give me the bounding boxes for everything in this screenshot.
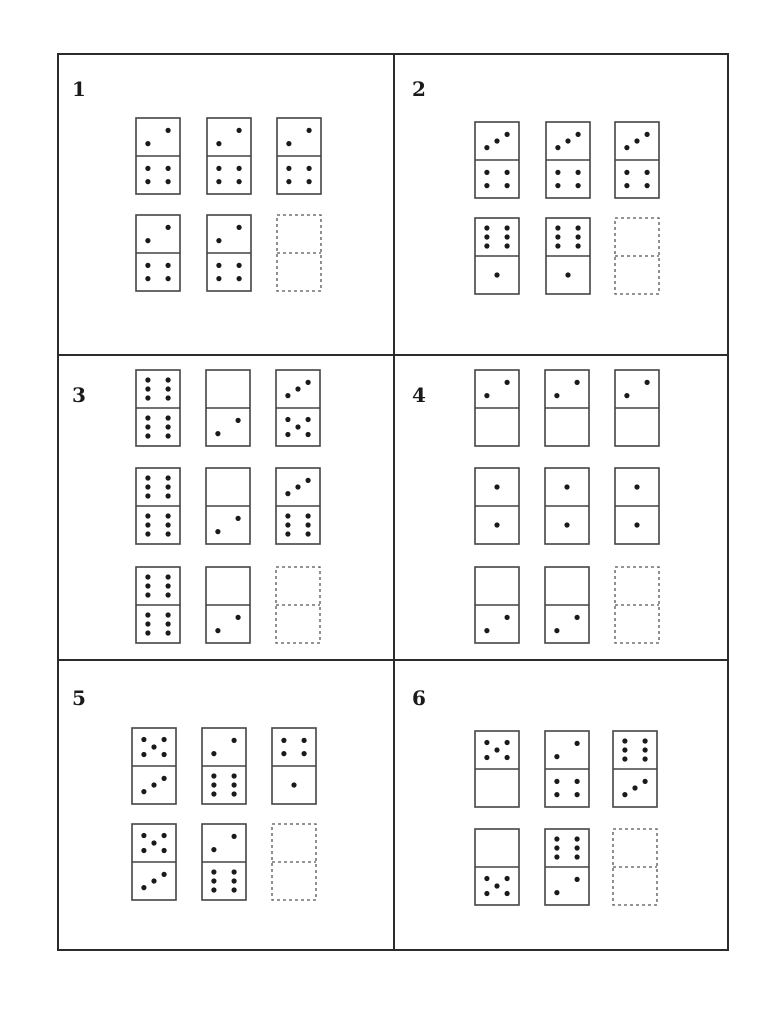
pip-top-1 <box>211 751 216 756</box>
pip-bottom-5 <box>285 531 290 536</box>
pip-top-5 <box>162 752 167 757</box>
pip-bottom-1 <box>216 263 221 268</box>
missing-domino-slot[interactable] <box>613 829 657 905</box>
panel-number: 6 <box>412 686 426 710</box>
panel-number: 2 <box>412 77 426 101</box>
pip-top-4 <box>166 386 171 391</box>
pip-bottom-4 <box>645 183 650 188</box>
pip-bottom-5 <box>505 891 510 896</box>
pip-bottom-3 <box>145 522 150 527</box>
pip-top-6 <box>166 395 171 400</box>
domino-tile <box>545 567 589 643</box>
pip-top-1 <box>145 377 150 382</box>
pip-bottom-2 <box>306 417 311 422</box>
pip-bottom-1 <box>216 166 221 171</box>
pip-top-4 <box>166 484 171 489</box>
pip-top-2 <box>643 738 648 743</box>
pip-bottom-5 <box>145 433 150 438</box>
pip-top-2 <box>645 380 650 385</box>
pip-top-3 <box>151 744 156 749</box>
domino-tile <box>615 370 659 446</box>
pip-top-2 <box>166 128 171 133</box>
pip-bottom-3 <box>216 276 221 281</box>
pip-top-1 <box>285 491 290 496</box>
pip-bottom-1 <box>215 529 220 534</box>
domino-tile <box>475 218 519 294</box>
domino-tile <box>277 118 321 194</box>
pip-top-2 <box>162 833 167 838</box>
pip-top-2 <box>307 128 312 133</box>
pip-top-3 <box>505 132 510 137</box>
pip-bottom-1 <box>484 876 489 881</box>
pip-top-1 <box>624 393 629 398</box>
pip-top-1 <box>141 833 146 838</box>
domino-tile <box>206 468 250 544</box>
pip-top-2 <box>166 225 171 230</box>
panel-number: 3 <box>72 383 86 407</box>
pip-bottom-3 <box>484 183 489 188</box>
pip-bottom-1 <box>141 885 146 890</box>
pip-bottom-3 <box>145 621 150 626</box>
pip-top-1 <box>145 238 150 243</box>
pip-bottom-1 <box>565 272 570 277</box>
pip-top-5 <box>162 848 167 853</box>
pip-bottom-2 <box>236 418 241 423</box>
pip-top-1 <box>564 484 569 489</box>
pip-top-5 <box>484 243 489 248</box>
pip-top-4 <box>484 755 489 760</box>
domino-tile <box>615 468 659 544</box>
pip-top-4 <box>302 751 307 756</box>
pip-top-2 <box>576 225 581 230</box>
domino-tile <box>202 824 246 900</box>
pip-top-4 <box>575 845 580 850</box>
pip-bottom-1 <box>554 779 559 784</box>
pip-bottom-2 <box>232 869 237 874</box>
pip-bottom-4 <box>166 179 171 184</box>
pip-bottom-4 <box>285 432 290 437</box>
pip-bottom-2 <box>306 513 311 518</box>
domino-tile <box>136 468 180 544</box>
pip-top-1 <box>286 141 291 146</box>
domino-tile <box>475 829 519 905</box>
pip-bottom-3 <box>285 522 290 527</box>
pip-bottom-1 <box>286 166 291 171</box>
pip-bottom-2 <box>151 878 156 883</box>
pip-bottom-4 <box>306 522 311 527</box>
pip-top-3 <box>306 380 311 385</box>
pip-top-2 <box>302 738 307 743</box>
domino-tile <box>272 728 316 804</box>
pip-bottom-2 <box>237 263 242 268</box>
pip-bottom-1 <box>484 628 489 633</box>
pip-bottom-1 <box>145 263 150 268</box>
pip-top-5 <box>622 756 627 761</box>
pip-top-2 <box>166 475 171 480</box>
pip-bottom-4 <box>237 179 242 184</box>
pip-top-1 <box>554 393 559 398</box>
domino-tile <box>475 567 519 643</box>
pip-bottom-1 <box>554 628 559 633</box>
domino-tile <box>136 370 180 446</box>
domino-tile <box>613 731 657 807</box>
pip-bottom-2 <box>232 773 237 778</box>
pip-top-3 <box>145 583 150 588</box>
pip-bottom-3 <box>555 183 560 188</box>
pip-bottom-4 <box>166 522 171 527</box>
domino-tile <box>136 118 180 194</box>
pip-bottom-2 <box>237 166 242 171</box>
pip-top-2 <box>295 484 300 489</box>
pip-bottom-1 <box>624 170 629 175</box>
panel-number: 4 <box>412 383 426 407</box>
pip-bottom-3 <box>145 179 150 184</box>
pip-bottom-1 <box>564 522 569 527</box>
pip-top-2 <box>237 128 242 133</box>
pip-top-5 <box>505 755 510 760</box>
missing-domino-slot[interactable] <box>615 218 659 294</box>
pip-bottom-3 <box>286 179 291 184</box>
pip-top-3 <box>555 234 560 239</box>
pip-bottom-2 <box>575 779 580 784</box>
domino-tile <box>545 829 589 905</box>
domino-tile <box>202 728 246 804</box>
domino-tile <box>206 567 250 643</box>
pip-bottom-3 <box>162 776 167 781</box>
pip-top-6 <box>166 592 171 597</box>
pip-bottom-1 <box>145 415 150 420</box>
panel-1 <box>72 77 321 291</box>
pip-bottom-5 <box>211 887 216 892</box>
pip-top-3 <box>151 840 156 845</box>
pip-bottom-6 <box>166 630 171 635</box>
pip-top-1 <box>216 238 221 243</box>
pip-bottom-2 <box>505 876 510 881</box>
pip-top-1 <box>484 225 489 230</box>
pip-bottom-3 <box>494 883 499 888</box>
panel-6 <box>412 686 657 905</box>
pip-top-2 <box>494 138 499 143</box>
pip-top-1 <box>145 475 150 480</box>
pip-bottom-2 <box>575 877 580 882</box>
pip-top-6 <box>166 493 171 498</box>
pip-bottom-4 <box>576 183 581 188</box>
domino-tile <box>545 370 589 446</box>
panel-5 <box>72 686 316 900</box>
pip-top-2 <box>166 377 171 382</box>
pip-top-5 <box>555 243 560 248</box>
pip-top-1 <box>141 737 146 742</box>
pip-bottom-6 <box>232 791 237 796</box>
pip-bottom-2 <box>505 170 510 175</box>
pip-bottom-6 <box>306 531 311 536</box>
pip-top-3 <box>554 845 559 850</box>
pip-top-3 <box>145 484 150 489</box>
pip-bottom-4 <box>575 792 580 797</box>
domino-tile <box>546 122 590 198</box>
pip-top-1 <box>555 225 560 230</box>
pip-top-3 <box>281 751 286 756</box>
pip-top-3 <box>494 747 499 752</box>
pip-top-2 <box>162 737 167 742</box>
domino-tile <box>615 122 659 198</box>
panel-number: 5 <box>72 686 86 710</box>
pip-bottom-4 <box>232 878 237 883</box>
pip-bottom-5 <box>211 791 216 796</box>
pip-bottom-3 <box>145 276 150 281</box>
pip-top-2 <box>232 834 237 839</box>
pip-top-3 <box>306 478 311 483</box>
pip-top-1 <box>624 145 629 150</box>
pip-top-2 <box>295 386 300 391</box>
pip-top-4 <box>505 234 510 239</box>
pip-bottom-1 <box>145 612 150 617</box>
missing-domino-slot[interactable] <box>615 567 659 643</box>
pip-bottom-1 <box>215 628 220 633</box>
pip-top-2 <box>575 836 580 841</box>
pip-top-3 <box>645 132 650 137</box>
panel-4 <box>412 370 659 643</box>
pip-top-2 <box>575 741 580 746</box>
pip-top-1 <box>281 738 286 743</box>
domino-tile <box>276 370 320 446</box>
pip-top-1 <box>211 847 216 852</box>
pip-top-2 <box>565 138 570 143</box>
domino-tile <box>132 728 176 804</box>
pip-top-2 <box>634 138 639 143</box>
pip-bottom-2 <box>576 170 581 175</box>
pip-bottom-2 <box>645 170 650 175</box>
panel-number: 1 <box>72 77 86 101</box>
pip-bottom-1 <box>484 170 489 175</box>
pip-top-6 <box>575 854 580 859</box>
pip-bottom-2 <box>166 415 171 420</box>
pip-top-1 <box>554 836 559 841</box>
pip-bottom-3 <box>554 792 559 797</box>
pip-bottom-2 <box>236 615 241 620</box>
pip-bottom-1 <box>141 789 146 794</box>
pip-bottom-5 <box>145 630 150 635</box>
pip-bottom-2 <box>505 615 510 620</box>
missing-domino-slot[interactable] <box>272 824 316 900</box>
pip-top-2 <box>232 738 237 743</box>
pip-bottom-1 <box>211 773 216 778</box>
pip-bottom-2 <box>166 513 171 518</box>
pip-top-5 <box>145 592 150 597</box>
pip-bottom-3 <box>295 424 300 429</box>
pip-top-3 <box>145 386 150 391</box>
pip-top-1 <box>494 484 499 489</box>
domino-tile <box>475 468 519 544</box>
pip-bottom-4 <box>505 183 510 188</box>
pip-top-2 <box>505 740 510 745</box>
pip-top-1 <box>554 754 559 759</box>
pip-top-4 <box>576 234 581 239</box>
pip-top-5 <box>145 395 150 400</box>
pip-top-2 <box>505 380 510 385</box>
pip-top-4 <box>141 848 146 853</box>
pip-bottom-2 <box>307 166 312 171</box>
pip-bottom-3 <box>216 179 221 184</box>
pip-bottom-1 <box>634 522 639 527</box>
pip-top-4 <box>643 747 648 752</box>
pip-bottom-3 <box>162 872 167 877</box>
pip-top-1 <box>484 393 489 398</box>
pip-top-2 <box>237 225 242 230</box>
domino-tile <box>206 370 250 446</box>
pip-bottom-2 <box>166 166 171 171</box>
pip-top-6 <box>505 243 510 248</box>
pip-bottom-1 <box>291 782 296 787</box>
pip-bottom-4 <box>166 424 171 429</box>
pip-top-1 <box>634 484 639 489</box>
domino-tile <box>545 468 589 544</box>
domino-tile <box>475 370 519 446</box>
pip-top-1 <box>216 141 221 146</box>
pip-bottom-1 <box>494 522 499 527</box>
pip-bottom-1 <box>555 170 560 175</box>
pip-bottom-2 <box>151 782 156 787</box>
pip-top-1 <box>145 574 150 579</box>
pip-bottom-1 <box>145 166 150 171</box>
pip-top-6 <box>643 756 648 761</box>
pip-bottom-1 <box>145 513 150 518</box>
pip-bottom-5 <box>306 432 311 437</box>
domino-tile <box>132 824 176 900</box>
pip-bottom-3 <box>624 183 629 188</box>
pip-bottom-1 <box>285 513 290 518</box>
pip-bottom-4 <box>237 276 242 281</box>
panel-3 <box>72 370 320 643</box>
pip-bottom-1 <box>622 792 627 797</box>
pip-top-2 <box>166 574 171 579</box>
pip-top-1 <box>145 141 150 146</box>
pip-bottom-2 <box>166 263 171 268</box>
pip-top-1 <box>555 145 560 150</box>
pip-top-3 <box>576 132 581 137</box>
pip-bottom-1 <box>285 417 290 422</box>
pip-top-1 <box>622 738 627 743</box>
panel-2 <box>412 77 659 294</box>
pip-bottom-6 <box>166 433 171 438</box>
domino-tile <box>276 468 320 544</box>
pip-bottom-1 <box>554 890 559 895</box>
pip-bottom-3 <box>643 779 648 784</box>
pip-top-4 <box>141 752 146 757</box>
pip-top-2 <box>505 225 510 230</box>
pip-bottom-6 <box>166 531 171 536</box>
pip-top-5 <box>145 493 150 498</box>
domino-tile <box>136 215 180 291</box>
missing-domino-slot[interactable] <box>276 567 320 643</box>
domino-tile <box>475 731 519 807</box>
domino-tile <box>136 567 180 643</box>
domino-tile <box>475 122 519 198</box>
pip-bottom-2 <box>632 785 637 790</box>
pip-bottom-3 <box>211 782 216 787</box>
domino-tile <box>546 218 590 294</box>
domino-tile <box>207 215 251 291</box>
pip-top-4 <box>166 583 171 588</box>
pip-bottom-2 <box>166 612 171 617</box>
pip-bottom-1 <box>494 272 499 277</box>
missing-domino-slot[interactable] <box>277 215 321 291</box>
pip-top-2 <box>575 380 580 385</box>
pip-bottom-2 <box>236 516 241 521</box>
pip-bottom-1 <box>211 869 216 874</box>
pip-top-1 <box>484 145 489 150</box>
pip-bottom-4 <box>232 782 237 787</box>
pip-bottom-3 <box>145 424 150 429</box>
pip-bottom-3 <box>211 878 216 883</box>
pip-bottom-5 <box>145 531 150 536</box>
pip-top-1 <box>285 393 290 398</box>
pip-top-3 <box>484 234 489 239</box>
pip-bottom-4 <box>307 179 312 184</box>
pip-bottom-4 <box>484 891 489 896</box>
pip-top-1 <box>484 740 489 745</box>
pip-bottom-1 <box>215 431 220 436</box>
domino-tile <box>207 118 251 194</box>
pip-top-5 <box>554 854 559 859</box>
domino-tile <box>545 731 589 807</box>
pip-bottom-6 <box>232 887 237 892</box>
pip-bottom-4 <box>166 621 171 626</box>
pip-bottom-4 <box>166 276 171 281</box>
pip-bottom-2 <box>575 615 580 620</box>
pip-top-3 <box>622 747 627 752</box>
pip-top-6 <box>576 243 581 248</box>
